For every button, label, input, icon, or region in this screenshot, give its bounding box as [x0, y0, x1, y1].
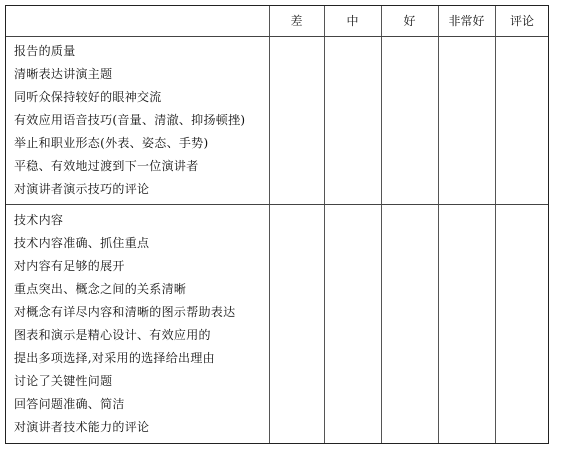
column-divider-4 [438, 6, 439, 443]
list-item: 图表和演示是精心设计、有效应用的 [14, 328, 211, 342]
header-col-poor: 差 [290, 14, 303, 28]
list-item: 报告的质量 [14, 44, 76, 58]
list-item: 对概念有详尽内容和清晰的图示帮助表达 [14, 305, 236, 319]
list-item: 技术内容准确、抓住重点 [14, 236, 150, 250]
column-divider-5 [495, 6, 496, 443]
list-item: 讨论了关键性问题 [14, 374, 113, 388]
header-row [6, 6, 548, 37]
evaluation-table [5, 5, 549, 444]
list-item: 对演讲者技术能力的评论 [14, 420, 150, 434]
list-item: 重点突出、概念之间的关系清晰 [14, 282, 187, 296]
list-item: 回答问题准确、简洁 [14, 397, 125, 411]
column-divider-2 [324, 6, 325, 443]
header-col-good: 好 [403, 14, 416, 28]
list-item: 举止和职业形态(外表、姿态、手势) [14, 136, 209, 150]
list-item: 提出多项选择,对采用的选择给出理由 [14, 351, 215, 365]
section-divider [6, 204, 548, 205]
list-item: 清晰表达讲演主题 [14, 67, 113, 81]
column-divider-3 [381, 6, 382, 443]
list-item: 技术内容 [14, 213, 64, 227]
list-item: 对内容有足够的展开 [14, 259, 125, 273]
list-item: 同听众保持较好的眼神交流 [14, 90, 162, 104]
list-item: 对演讲者演示技巧的评论 [14, 182, 150, 196]
header-col-excellent: 非常好 [448, 14, 485, 28]
column-divider-1 [269, 6, 270, 443]
header-col-comments: 评论 [509, 14, 534, 28]
list-item: 有效应用语音技巧(音量、清澈、抑扬顿挫) [14, 113, 246, 127]
header-col-fair: 中 [346, 14, 359, 28]
list-item: 平稳、有效地过渡到下一位演讲者 [14, 159, 199, 173]
